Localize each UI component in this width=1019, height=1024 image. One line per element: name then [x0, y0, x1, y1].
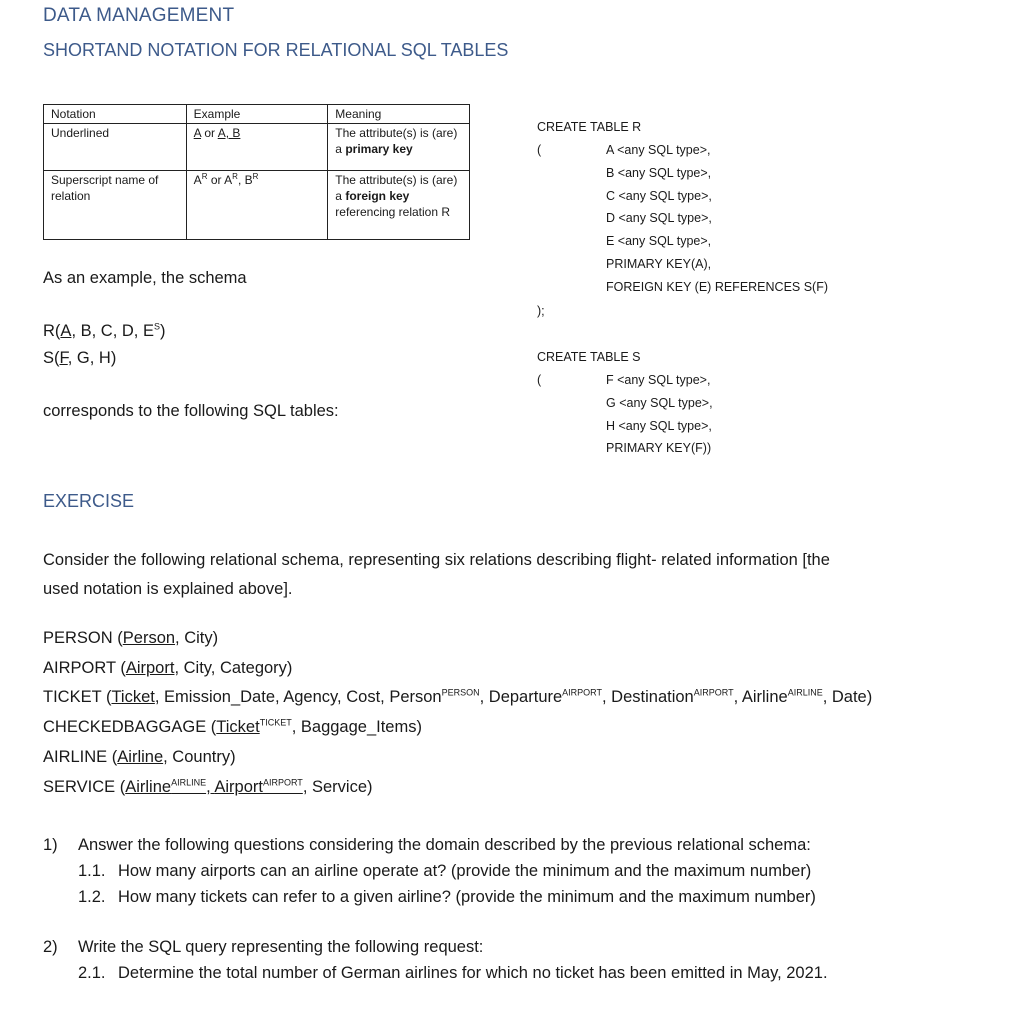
table-header-cell: Meaning: [328, 105, 470, 124]
sql-line: B <any SQL type>,: [606, 165, 712, 180]
question-text: How many airports can an airline operate at? (provide the minimum and the maximum number): [118, 862, 812, 880]
question-number: 1.2.: [78, 888, 106, 906]
table-cell: [328, 171, 470, 240]
relation-attrs: , Departure: [479, 688, 563, 707]
relation-sup: AIRPORT: [693, 687, 734, 698]
sql-create-r: CREATE TABLE R: [537, 120, 642, 134]
meaning-bold: primary key: [345, 142, 413, 156]
exercise-intro-line: Consider the following relational schema, representing six relations describing flight- related information [the: [43, 551, 830, 569]
question-2: [43, 934, 484, 960]
sql-s-lines: [606, 369, 713, 460]
sql-line: PRIMARY KEY(F)): [606, 441, 712, 456]
relational-schema: [43, 624, 872, 802]
example-a: A: [224, 173, 233, 187]
relation-name: SERVICE (: [43, 777, 126, 796]
schema-key: A: [60, 322, 72, 340]
example-b: B: [244, 173, 253, 187]
meaning-bold: foreign key: [345, 189, 410, 203]
relation-name: TICKET (: [43, 688, 112, 707]
question-number: 2): [43, 938, 58, 956]
sql-line: A <any SQL type>,: [606, 143, 711, 157]
question-1-2: [78, 884, 816, 910]
sql-r-lines: [606, 139, 828, 299]
schema-airport: [43, 654, 872, 684]
relation-attrs: , Airline: [733, 688, 788, 707]
schema-sup: S: [153, 321, 160, 332]
question-1: [43, 832, 811, 858]
relation-sup: TICKET: [259, 717, 292, 728]
sql-line: FOREIGN KEY (E) REFERENCES S(F): [606, 279, 829, 294]
schema-person: [43, 624, 872, 654]
sql-create-s: CREATE TABLE S: [537, 350, 641, 364]
table-cell: [328, 124, 470, 171]
relation-key: Ticket: [111, 688, 155, 707]
relation-key: Airline: [117, 747, 164, 766]
question-number: 1.1.: [78, 862, 106, 880]
table-row: [44, 124, 470, 171]
sql-line: D <any SQL type>,: [606, 211, 712, 226]
question-number: 1): [43, 836, 58, 854]
table-cell: $A^R$ or $A^R$, $B^R$: [186, 171, 328, 240]
relation-attrs: , Destination: [602, 688, 694, 707]
notation-underlined: Underlined: [51, 126, 110, 140]
relation-name: PERSON (: [43, 629, 123, 647]
schema-text: R(: [43, 322, 61, 340]
relation-name: AIRLINE (: [43, 747, 118, 766]
question-number: 2.1.: [78, 964, 106, 982]
question-1-1: [78, 858, 812, 884]
example-intro: As an example, the schema: [43, 269, 247, 287]
example-sup: R: [201, 172, 208, 181]
sql-line: E <any SQL type>,: [606, 234, 712, 249]
schema-text: , G, H): [67, 349, 117, 367]
table-cell: [44, 124, 187, 171]
relation-sup: PERSON: [441, 687, 480, 698]
schema-text: , B, C, D, E: [71, 322, 154, 340]
exercise-intro: [43, 546, 830, 604]
relation-attrs: , Emission_Date, Agency, Cost, Person: [154, 688, 442, 707]
exercise-heading: EXERCISE: [43, 491, 135, 511]
relation-key-group: [125, 778, 303, 796]
table-row: [44, 171, 470, 240]
schema-checkedbaggage: [43, 713, 872, 743]
relation-key: Airport: [125, 658, 175, 677]
relation-name: AIRPORT (: [43, 658, 126, 677]
meaning-text: The attribute(s) is (are) a: [335, 126, 458, 156]
example-sup: R: [252, 172, 259, 181]
doc-title: DATA MANAGEMENT: [43, 5, 235, 26]
relation-sep: ,: [206, 777, 215, 796]
example-schema-s: [43, 349, 116, 368]
relation-key: Person: [122, 629, 176, 647]
question-text: Write the SQL query representing the following request:: [78, 938, 484, 956]
sql-open-paren: (: [537, 143, 542, 157]
sql-close-paren: );: [537, 304, 545, 318]
example-or: or: [204, 126, 216, 140]
table-cell: [44, 171, 187, 240]
sql-line: H <any SQL type>,: [606, 418, 712, 433]
sql-line: G <any SQL type>,: [606, 395, 713, 410]
question-text: How many tickets can refer to a given airline? (provide the minimum and the maximum number): [118, 888, 816, 906]
relation-name: CHECKEDBAGGAGE (: [43, 718, 217, 737]
table-cell: [186, 124, 328, 171]
example-ab: A, B: [217, 126, 241, 140]
table-header-cell: Example: [186, 105, 328, 124]
sql-line: PRIMARY KEY(A),: [606, 256, 712, 271]
relation-attrs: , Country): [163, 747, 236, 766]
relation-attrs: , City): [175, 629, 219, 647]
doc-subtitle: SHORTAND NOTATION FOR RELATIONAL SQL TABLES: [43, 40, 509, 60]
relation-attrs: , Date): [822, 688, 873, 707]
schema-text: ): [159, 322, 166, 340]
relation-key: Airport: [214, 777, 263, 796]
exercise-intro-line: used notation is explained above].: [43, 580, 293, 598]
relation-attrs: , City, Category): [174, 658, 293, 677]
notation-superscript: Superscript name of relation: [51, 173, 159, 203]
relation-sup: AIRLINE: [171, 777, 207, 788]
example-sup: R: [232, 172, 238, 181]
example-corresponds: corresponds to the following SQL tables:: [43, 402, 339, 420]
relation-attrs: , Service): [302, 777, 373, 796]
schema-text: S(: [43, 349, 60, 367]
relation-sup: AIRLINE: [787, 687, 823, 698]
example-a: A: [193, 126, 202, 140]
relation-sup: AIRPORT: [562, 687, 603, 698]
notation-table: [43, 104, 470, 240]
relation-attrs: , Baggage_Items): [291, 718, 422, 737]
table-header-row: [44, 105, 470, 124]
question-text: Determine the total number of German airlines for which no ticket has been emitted in May, 2021.: [118, 964, 828, 982]
example-or: or: [210, 173, 222, 187]
sql-line: F <any SQL type>,: [606, 373, 711, 387]
question-text: Answer the following questions considering the domain described by the previous relational schema:: [78, 836, 811, 854]
meaning-text-2: referencing relation R: [335, 205, 451, 219]
relation-key: Airline: [125, 777, 172, 796]
relation-key: Ticket: [216, 718, 260, 737]
question-2-1: [78, 960, 828, 986]
example-schema-r: [43, 322, 165, 341]
schema-airline: [43, 743, 872, 773]
example-a: A: [193, 173, 202, 187]
sql-line: C <any SQL type>,: [606, 188, 712, 203]
relation-sup: AIRPORT: [262, 777, 303, 788]
schema-key: F: [59, 349, 68, 367]
sql-open-paren: (: [537, 373, 542, 387]
schema-service: [43, 773, 872, 803]
meaning-text: The attribute(s) is (are) a: [335, 173, 458, 203]
table-header-cell: Notation: [44, 105, 187, 124]
schema-ticket: [43, 683, 872, 713]
